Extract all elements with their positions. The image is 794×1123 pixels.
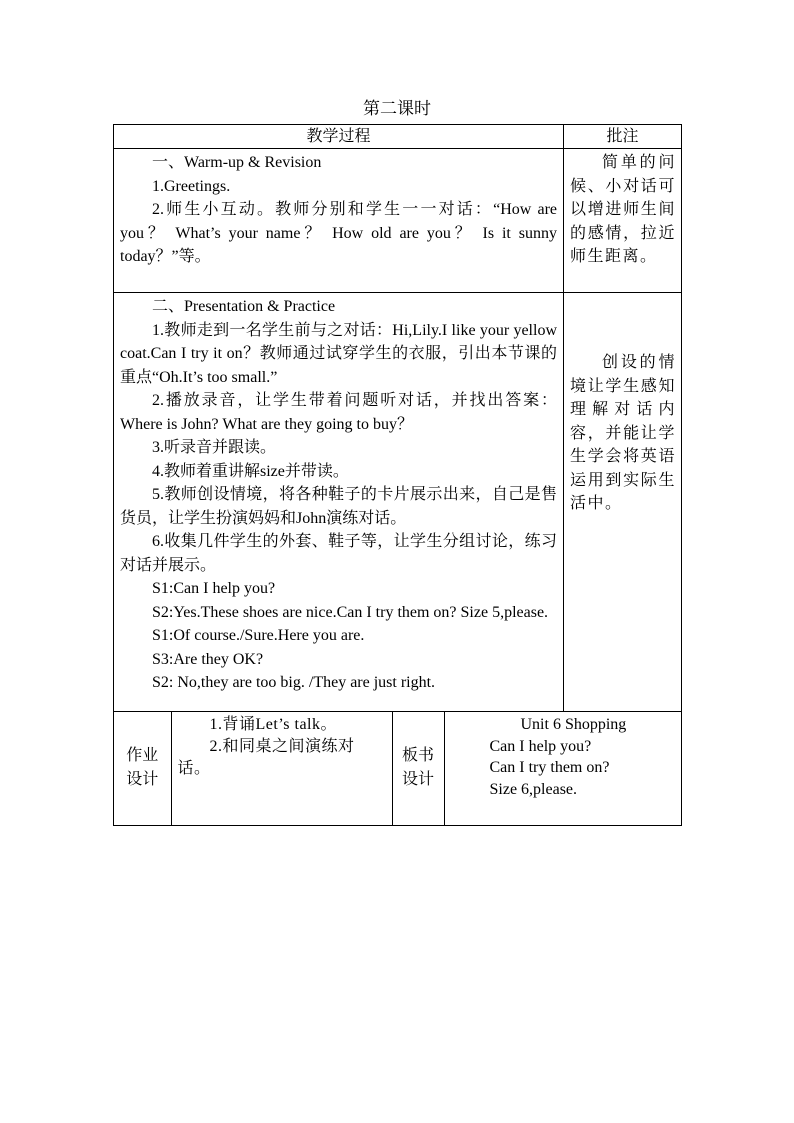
section1-content-cell [114,149,564,293]
section2-note: 创设的情境让学生感知理解对话内容，并能让学生学会将英语运用到实际生活中。 [570,354,676,512]
board-line: Size 6,please. [489,780,578,798]
section1-item: 2.师生小互动。教师分别和学生一一对话：“How are you？ What’s your name？ How old are you？ Is it sunny today？”等。 [120,201,557,265]
section1-note-cell [564,149,682,293]
section2-item: 1.教师走到一名学生前与之对话：Hi,Lily.I like your yellow coat.Can I try it on？教师通过试穿学生的衣服，引出本节课的重点“Oh.It’s too small.” [120,321,557,386]
section2-item: 6.收集几件学生的外套、鞋子等，让学生分组讨论，练习对话并展示。 [120,533,557,574]
bottom-table [114,712,682,825]
dialogue-line: S2:Yes.These shoes are nice.Can I try them on? Size 5,please. [152,603,549,621]
header-row [114,125,682,149]
board-line: Can I try them on? [489,759,610,776]
notes-header: 批注 [564,125,682,149]
homework-item: 1.背诵Let’s talk。 [209,716,337,733]
homework-label: 作业设计 [126,747,159,788]
section2-item: 3.听录音并跟读。 [152,439,277,456]
homework-content [172,712,392,780]
homework-content-cell [171,712,392,825]
section1-item: 1.Greetings. [152,177,231,195]
page-title: 第二课时 [363,99,431,118]
section2-content-cell [114,293,564,712]
bottom-row [114,712,682,826]
dialogue-line: S1:Of course./Sure.Here you are. [152,627,365,644]
section2-item: 4.教师着重讲解size并带读。 [152,462,349,480]
process-header: 教学过程 [114,125,564,149]
board-title: Unit 6 Shopping [520,716,627,733]
homework-label-cell [114,712,171,825]
section2-item: 2.播放录音，让学生带着问题听对话，并找出答案：Where is John? What are they going to buy？ [120,392,557,433]
dialogue-line: S3:Are they OK? [152,650,264,668]
board-label: 板书设计 [401,747,434,788]
bottom-cell [114,712,682,826]
board-line: Can I help you? [489,737,592,755]
section1-note: 简单的问候、小对话可以增进师生间的感情，拉近师生距离。 [570,154,676,265]
dialogue-line: S2: No,they are too big. /They are just right. [152,674,436,691]
section2-heading: 二、Presentation & Practice [152,298,336,315]
homework-item: 2.和同桌之间演练对话。 [177,738,355,777]
board-content [445,712,683,800]
board-content-cell [444,712,682,825]
section2-row [114,293,682,712]
board-label-cell [392,712,444,825]
section2-item: 5.教师创设情境，将各种鞋子的卡片展示出来，自己是售货员，让学生扮演妈妈和John演练对话。 [120,486,557,527]
dialogue-line: S1:Can I help you? [152,580,276,597]
section1-content [114,149,563,269]
section2-note-cell [564,293,682,712]
section2-content [114,293,563,695]
section1-row [114,149,682,293]
lesson-plan-table [113,124,682,826]
section1-heading: 一、Warm-up & Revision [152,154,322,171]
